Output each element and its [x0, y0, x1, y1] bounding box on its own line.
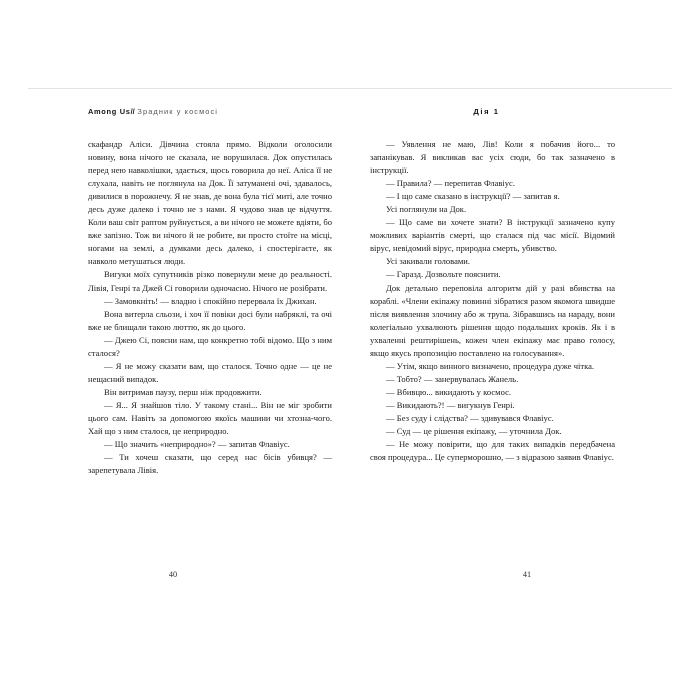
paragraph: Вигуки моїх супутників різко повернули мене до реальності. Лівія, Генрі та Джей Сі говорили одночасно. Нічого не розібрати. [88, 269, 332, 293]
left-page-body [88, 138, 332, 477]
paragraph: — І що саме сказано в інструкції? — запитав я. [386, 191, 560, 202]
paragraph: Док детально переповіла алгоритм дій у разі вбивства на кораблі. «Члени екіпажу повинні зібратися разом якомога швидше після виявлення злочину або ж трупа. Зібравшись на нараду, вони колегіально ухвалюють рішення щодо подальших кроків. Як і в ухваленні рештирішень, кожен член екіпажу має право голосу, якщо якусь пропозицію поставлено на голосування». [370, 282, 615, 358]
paragraph: — Суд — це рішення екіпажу, — уточнила Док. [386, 426, 562, 437]
running-head-right [370, 107, 615, 127]
paragraph: — Тобто? — занервувалась Жанель. [386, 373, 519, 384]
page-left [28, 89, 350, 613]
paragraph: — Замовкніть! — владно і спокійно перервала їх Джихан. [104, 295, 317, 306]
paragraph: Усі поглянули на Док. [386, 204, 467, 215]
paragraph: — Джею Сі, поясни нам, що конкретно тобі відомо. Що з ним сталося? [88, 334, 332, 358]
paragraph: — Уявлення не маю, Лів! Коли я побачив його... то запанікував. Я викликав вас усіх сюди, бо так зазначено в інструкції. [370, 139, 615, 176]
running-head-left [88, 107, 332, 127]
paragraph: — Я не можу сказати вам, що сталося. Точно одне — це не нещасний випадок. [88, 360, 332, 384]
running-head-separator: // [130, 107, 135, 116]
running-head-brand: Among Us [88, 107, 131, 116]
paragraph: Вона витерла сльози, і хоч її повіки досі були набряклі, та очі вже не блищали такою люттю, як до цього. [88, 308, 332, 332]
paragraph: — Ти хочеш сказати, що серед нас бісів убивця? — зарепетувала Лівія. [88, 452, 332, 476]
paragraph: — Що значить «неприродно»? — запитав Флавіус. [104, 439, 290, 450]
paragraph: — Викидають?! — вигукнув Генрі. [386, 399, 515, 410]
paragraph: — Гаразд. Дозвольте пояснити. [386, 269, 501, 280]
paragraph: — Вбивцю... викидають у космос. [386, 386, 512, 397]
paragraph: — Я... Я знайшов тіло. У такому стані... Він не міг зробити цього сам. Навіть за допомогою якоїсь машини чи хтозна-чого. Хай що з ним сталося, це неприродно. [88, 399, 332, 437]
book-spread [28, 88, 672, 612]
running-head-subtitle: Зрадник у космосі [137, 107, 219, 116]
page-number-left: 40 [168, 570, 178, 579]
paragraph: скафандр Аліси. Дівчина стояла прямо. Відколи оголосили новину, вона нічого не сказала, не ворушилася. Док опустилась перед нею навколішки, здається, щось говорила до неї. Аліса її не слухала, навіть не поглянула на Док. Її затуманені очі, здавалось, дивилися в порожнечу. Я не знав, де вона була тієї миті, але точно десь дуже далеко і точно не з нами. Я чудово знав це відчуття. Коли ваш світ раптом руйнується, а ви нічого не можете вдіяти, бо вже запізно. Тож ви нічого й не робите, ви просто стоїте на місці, ногами на землі, а думками десь далеко, і спостерігаєте, як навколо метушаться люди. [88, 139, 332, 267]
page-right [350, 89, 672, 613]
paragraph: — Правила? — перепитав Флавіус. [386, 178, 515, 189]
right-page-body [370, 138, 615, 464]
paragraph: — Не можу повірити, що для таких випадків передбачена своя процедура... Це суперморошно, — з відразою заявив Флавіус. [370, 439, 615, 463]
paragraph: — Що саме ви хочете знати? В інструкції зазначено купу можливих варіантів смерті, що сталася під час місії. Відомий вірус, невідомий вірус, природна смерть, убивство. [370, 217, 615, 254]
paragraph: Усі закивали головами. [386, 256, 471, 267]
running-head-act: Дія 1 [473, 107, 500, 116]
page-number-right: 41 [522, 570, 532, 579]
paragraph: Він витримав паузу, перш ніж продовжити. [104, 386, 262, 397]
paragraph: — Без суду і слідства? — здивувався Флавіус. [386, 412, 554, 423]
paragraph: — Утім, якщо винного визначено, процедура дуже чітка. [386, 360, 595, 371]
